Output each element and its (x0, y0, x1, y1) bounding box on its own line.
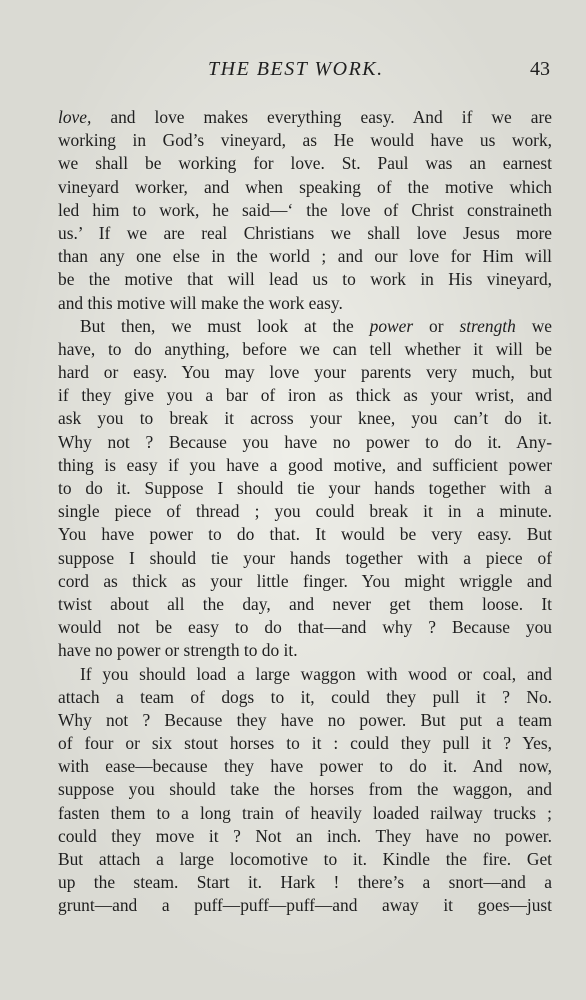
text-line (58, 454, 552, 477)
text-segment: But then, we must look at the (80, 315, 370, 336)
text-segment: But attach a large locomotive to it. Kindle the fire. Get (58, 849, 552, 869)
text-segment: be the motive that will lead us to work in His vineyard, (58, 269, 552, 290)
text-segment: of four or six stout horses to it : could they pull it ? Yes, (58, 733, 552, 754)
text-line (58, 732, 552, 755)
text-segment: Why not ? Because they have no power. But put a team (58, 709, 552, 730)
text-segment: and love makes everything easy. And if we are (91, 107, 552, 127)
text-segment: suppose I should tie your hands together with a piece of (58, 547, 552, 568)
text-segment: would not be easy to do that—and why ? Because you (58, 617, 552, 638)
text-line (58, 523, 552, 546)
text-line (58, 570, 552, 593)
text-segment: vineyard worker, and when speaking of the motive which (58, 176, 552, 197)
text-segment: grunt—and a puff—puff—puff—and away it goes—just (58, 895, 552, 916)
text-segment: attach a team of dogs to it, could they pull it ? No. (58, 686, 552, 707)
text-line (58, 825, 552, 848)
text-segment: ask you to break it across your knee, you can’t do it. (58, 408, 552, 429)
text-line (58, 500, 552, 523)
text-line (58, 176, 552, 199)
text-line (58, 755, 552, 778)
text-segment: with ease—because they have power to do it. And now, (58, 756, 552, 777)
text-line (58, 315, 552, 338)
italic-text: love, (58, 107, 92, 127)
text-line (58, 477, 552, 500)
text-line (58, 222, 552, 245)
text-line (58, 245, 552, 268)
text-segment: hard or easy. You may love your parents very much, but (58, 362, 552, 383)
text-segment: up the steam. Start it. Hark ! there’s a snort—and a (58, 872, 552, 893)
text-segment: have no power or strength to do it. (58, 640, 298, 661)
text-line (58, 593, 552, 616)
body-text (58, 106, 552, 918)
italic-text: power (369, 315, 414, 336)
text-segment: working in God’s vineyard, as He would have us work, (58, 130, 552, 151)
text-segment: than any one else in the world ; and our love for Him will (58, 246, 552, 267)
text-segment: and this motive will make the work easy. (58, 292, 343, 313)
text-segment: led him to work, he said—‘ the love of Christ constraineth (58, 199, 552, 220)
text-line (58, 778, 552, 801)
text-line (58, 663, 552, 686)
text-line (58, 152, 552, 175)
text-line (58, 338, 552, 361)
text-segment: we shall be working for love. St. Paul was an earnest (58, 153, 552, 174)
text-segment: Why not ? Because you have no power to do it. Any- (58, 431, 552, 452)
text-line (58, 547, 552, 570)
text-segment: thing is easy if you have a good motive, and sufficient power (58, 454, 552, 475)
text-segment: suppose you should take the horses from the waggon, and (58, 779, 552, 800)
page-number: 43 (530, 58, 550, 80)
text-segment: If you should load a large waggon with wood or coal, and (80, 663, 552, 684)
text-line (58, 292, 552, 315)
text-line (58, 361, 552, 384)
text-segment: have, to do anything, before we can tell whether it will be (58, 338, 552, 359)
text-segment: if they give you a bar of iron as thick as your wrist, and (58, 385, 552, 406)
text-segment: us.’ If we are real Christians we shall love Jesus more (58, 222, 552, 243)
text-line (58, 802, 552, 825)
text-line (58, 431, 552, 454)
text-segment: to do it. Suppose I should tie your hands together with a (58, 478, 552, 498)
text-line (58, 384, 552, 407)
text-segment: we (515, 315, 552, 336)
text-line (58, 616, 552, 639)
text-segment: could they move it ? Not an inch. They have no power. (58, 825, 552, 846)
text-line (58, 639, 552, 662)
text-line (58, 407, 552, 430)
text-line (58, 894, 552, 917)
text-line (58, 106, 552, 129)
page-header (58, 58, 550, 86)
text-segment: or (413, 315, 460, 336)
running-head: THE BEST WORK. (208, 58, 384, 80)
text-line (58, 848, 552, 871)
text-line (58, 709, 552, 732)
text-line (58, 871, 552, 894)
italic-text: strength (459, 315, 516, 336)
text-segment: cord as thick as your little finger. You might wriggle and (58, 570, 552, 591)
text-segment: single piece of thread ; you could break it in a minute. (58, 501, 552, 522)
text-line (58, 686, 552, 709)
text-line (58, 129, 552, 152)
text-segment: You have power to do that. It would be very easy. But (58, 524, 552, 545)
text-segment: fasten them to a long train of heavily loaded railway trucks ; (58, 802, 552, 823)
text-line (58, 268, 552, 291)
text-segment: twist about all the day, and never get them loose. It (58, 593, 552, 614)
text-line (58, 199, 552, 222)
